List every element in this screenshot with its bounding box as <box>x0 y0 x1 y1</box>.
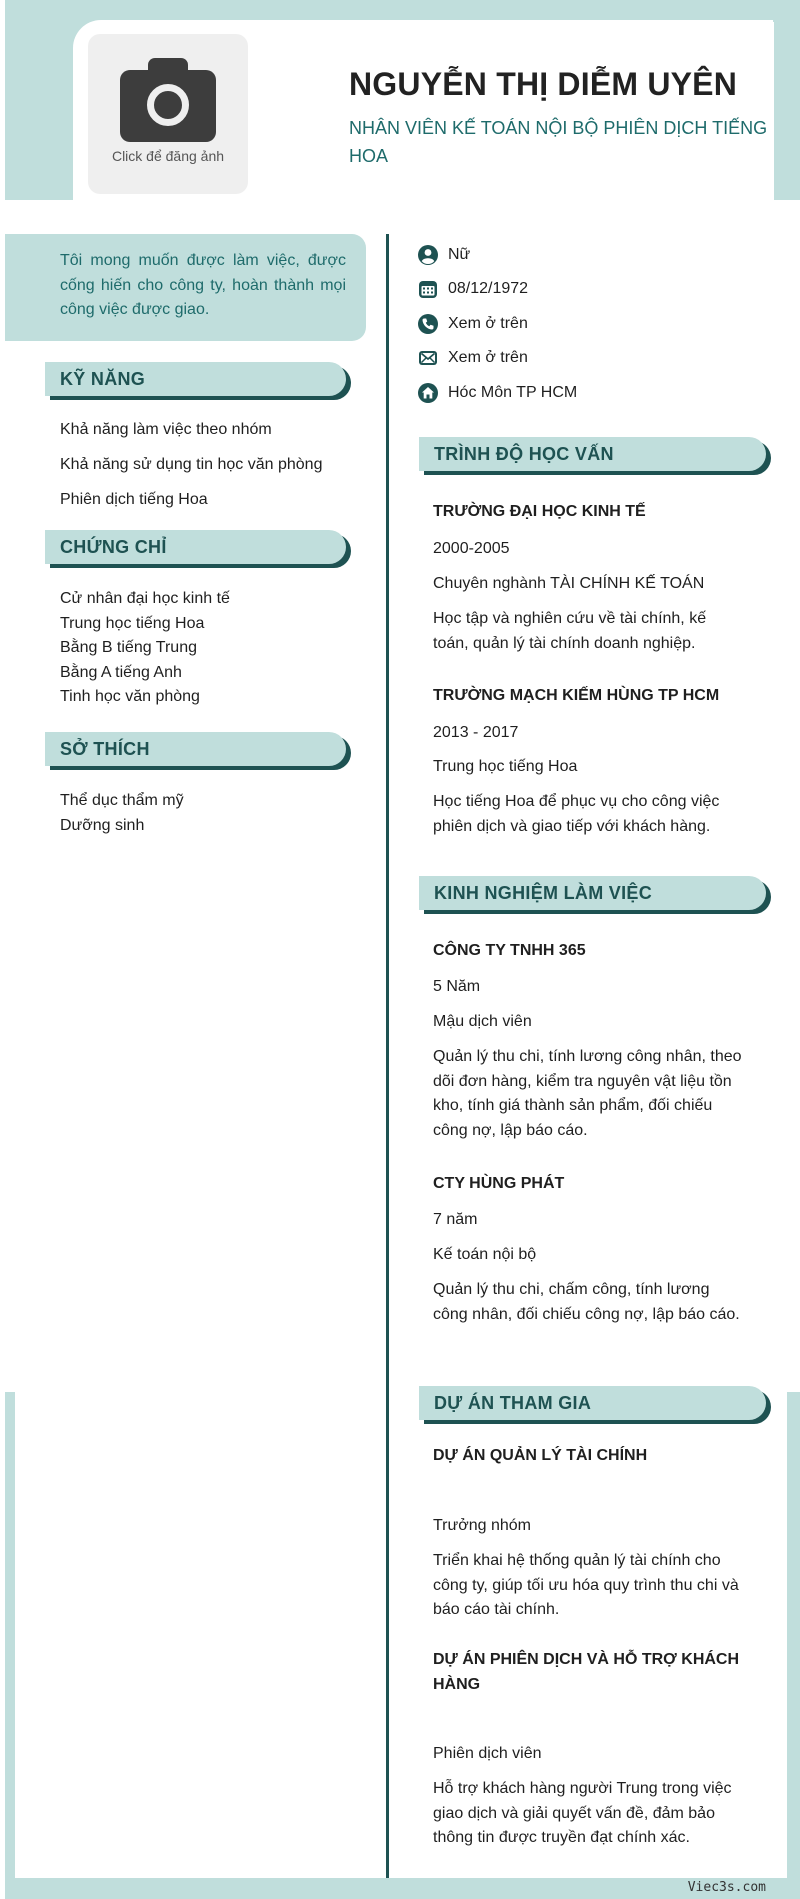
experience-position: Kế toán nội bộ <box>433 1246 537 1263</box>
experience-description: Quản lý thu chi, chấm công, tính lương công nhân, đối chiếu công nợ, lập báo cáo. <box>433 1281 740 1323</box>
home-icon <box>418 383 438 403</box>
email-icon <box>418 348 438 368</box>
education-school: TRƯỜNG MẠCH KIẾM HÙNG TP HCM <box>433 687 720 704</box>
experience-duration: 5 Năm <box>433 978 481 995</box>
skills-heading: KỸ NĂNG <box>45 362 346 396</box>
frame-bottom-band <box>5 1878 800 1899</box>
camera-icon <box>120 58 216 142</box>
frame-right-bottom-band <box>787 1392 800 1882</box>
frame-right-band <box>774 0 800 200</box>
certificate-item: Bằng A tiếng Anh <box>60 663 182 681</box>
project-role: Phiên dịch viên <box>433 1745 542 1762</box>
column-divider <box>386 234 389 1878</box>
project-name: DỰ ÁN QUẢN LÝ TÀI CHÍNH <box>433 1447 648 1464</box>
certificates-heading: CHỨNG CHỈ <box>45 530 346 564</box>
certificates-list <box>60 587 230 710</box>
hobby-item: Thể dục thẩm mỹ <box>60 792 184 809</box>
skill-item: Phiên dịch tiếng Hoa <box>60 491 208 508</box>
project-description: Hỗ trợ khách hàng người Trung trong việc giao dịch và giải quyết vấn đề, đảm bảo thông tin được truyền đạt chính xác. <box>433 1780 732 1846</box>
hobbies-heading: SỞ THÍCH <box>45 732 346 766</box>
certificate-item: Tinh học văn phòng <box>60 688 200 705</box>
education-period: 2013 - 2017 <box>433 724 519 741</box>
certificate-item: Bằng B tiếng Trung <box>60 639 197 656</box>
certificate-item: Trung học tiếng Hoa <box>60 614 205 632</box>
user-icon <box>418 245 438 265</box>
address-value: Hóc Môn TP HCM <box>448 384 578 401</box>
candidate-title: NHÂN VIÊN KẾ TOÁN NỘI BỘ PHIÊN DỊCH TIẾNG HOA <box>349 118 768 166</box>
experience-description: Quản lý thu chi, tính lương công nhân, theo dõi đơn hàng, kiểm tra nguyên vật liệu tồn kho, tính giá thành sản phẩm, đối chiếu công nợ, lập báo cáo. <box>433 1048 742 1139</box>
photo-upload-label: Click để đăng ảnh <box>111 148 225 164</box>
projects-heading: DỰ ÁN THAM GIA <box>419 1386 766 1420</box>
skill-item: Khả năng làm việc theo nhóm <box>60 421 272 438</box>
experience-heading: KINH NGHIỆM LÀM VIỆC <box>419 876 766 910</box>
contact-email[interactable] <box>418 346 528 370</box>
phone-value: Xem ở trên <box>448 315 528 332</box>
certificate-item: Cử nhân đại học kinh tế <box>60 590 230 607</box>
experience-position: Mậu dịch viên <box>433 1013 532 1030</box>
photo-upload[interactable] <box>88 34 248 194</box>
frame-left-bottom-band <box>5 1392 15 1882</box>
education-description: Học tập và nghiên cứu về tài chính, kế toán, quản lý tài chính doanh nghiệp. <box>433 610 707 652</box>
contact-phone[interactable] <box>418 312 528 336</box>
education-major: Trung học tiếng Hoa <box>433 758 578 775</box>
education-period: 2000-2005 <box>433 540 510 557</box>
calendar-icon <box>418 279 438 299</box>
phone-icon <box>418 314 438 334</box>
education-school: TRƯỜNG ĐẠI HỌC KINH TẾ <box>433 503 646 520</box>
experience-company: CÔNG TY TNHH 365 <box>433 942 586 959</box>
project-description: Triển khai hệ thống quản lý tài chính cho công ty, giúp tối ưu hóa quy trình thu chi và báo cáo tài chính. <box>433 1552 739 1618</box>
contact-gender <box>418 243 470 267</box>
education-description: Học tiếng Hoa để phục vụ cho công việc phiên dịch và giao tiếp với khách hàng. <box>433 793 720 835</box>
career-objective: Tôi mong muốn được làm việc, được cống hiến cho công ty, hoàn thành mọi công việc được giao. <box>5 234 366 341</box>
birthday-value: 08/12/1972 <box>448 280 529 297</box>
project-role: Trưởng nhóm <box>433 1517 531 1534</box>
email-value: Xem ở trên <box>448 349 528 366</box>
contact-birthday <box>418 277 528 301</box>
candidate-name: NGUYỄN THỊ DIỄM UYÊN <box>349 66 738 102</box>
education-major: Chuyên nghành TÀI CHÍNH KẾ TOÁN <box>433 575 705 592</box>
contact-address <box>418 381 577 405</box>
education-heading: TRÌNH ĐỘ HỌC VẤN <box>419 437 766 471</box>
gender-value: Nữ <box>448 246 471 263</box>
project-name: DỰ ÁN PHIÊN DỊCH VÀ HỖ TRỢ KHÁCH HÀNG <box>433 1651 740 1693</box>
hobbies-list <box>60 789 184 838</box>
experience-company: CTY HÙNG PHÁT <box>433 1175 565 1192</box>
experience-duration: 7 năm <box>433 1211 478 1228</box>
site-watermark: Viec3s.com <box>687 1880 766 1895</box>
hobby-item: Dưỡng sinh <box>60 816 145 834</box>
skill-item: Khả năng sử dụng tin học văn phòng <box>60 456 323 473</box>
